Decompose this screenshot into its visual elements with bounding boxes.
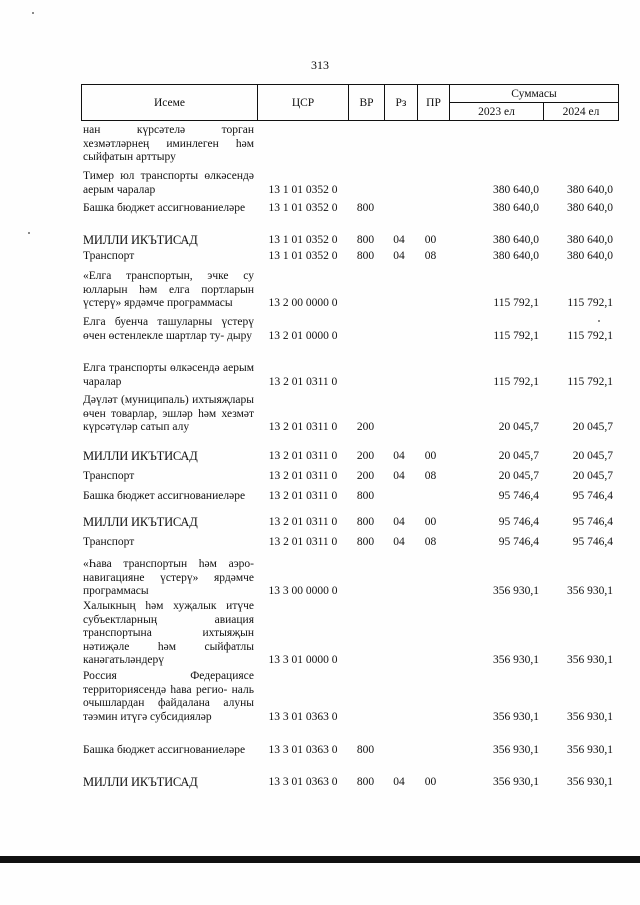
cell-name: Башка бюджет ассигнованиеләре bbox=[83, 744, 246, 756]
scan-speck bbox=[28, 232, 30, 234]
cell-v2023: 20 045,7 bbox=[498, 421, 539, 433]
cell-csr: 13 1 01 0352 0 bbox=[268, 183, 338, 196]
cell-v2023: 356 930,1 bbox=[493, 710, 539, 723]
cell-v2024: 20 045,7 bbox=[572, 421, 613, 433]
cell-csr: 13 1 01 0352 0 bbox=[268, 202, 338, 214]
table-row bbox=[83, 124, 613, 165]
table-row bbox=[83, 234, 613, 248]
cell-v2023: 356 930,1 bbox=[493, 744, 539, 756]
cell-v2024: 380 640,0 bbox=[567, 183, 613, 196]
cell-pr: 08 bbox=[424, 536, 437, 548]
table-row bbox=[83, 170, 613, 197]
cell-name: МИЛЛИ ИКЪТИСАД bbox=[83, 775, 198, 789]
cell-name: Халыкның һәм хуҗалык итүче субъектларның авиация транспортына ихтыяҗын нәтиҗәле һәм сыйфатлы канәгатьләндерү bbox=[83, 600, 254, 666]
cell-pr: 00 bbox=[424, 776, 437, 788]
cell-v2024: 115 792,1 bbox=[567, 375, 613, 388]
cell-rz: 04 bbox=[393, 516, 405, 528]
cell-v2023: 95 746,4 bbox=[498, 536, 539, 548]
cell-name: Транспорт bbox=[83, 250, 135, 262]
cell-csr: 13 3 01 0363 0 bbox=[268, 744, 338, 756]
cell-pr: 00 bbox=[424, 234, 437, 246]
cell-v2024: 356 930,1 bbox=[567, 710, 613, 723]
cell-rz: 04 bbox=[393, 536, 405, 548]
cell-v2024: 356 930,1 bbox=[567, 585, 613, 597]
cell-v2024: 115 792,1 bbox=[567, 329, 613, 342]
cell-v2024: 356 930,1 bbox=[567, 744, 613, 756]
table-row bbox=[83, 470, 613, 484]
cell-v2023: 95 746,4 bbox=[498, 516, 539, 528]
cell-v2024: 20 045,7 bbox=[572, 470, 613, 482]
cell-v2024: 356 930,1 bbox=[567, 654, 613, 666]
cell-v2023: 115 792,1 bbox=[493, 375, 539, 388]
cell-v2023: 380 640,0 bbox=[493, 183, 539, 196]
cell-name: «Һава транспортын һәм аэро- навигацияне үстерү» ярдәмче программасы bbox=[83, 558, 254, 597]
cell-name: Тимер юл транспорты өлкәсендә аерым чаралар bbox=[83, 170, 254, 196]
table-row bbox=[83, 776, 613, 790]
cell-csr: 13 2 01 0311 0 bbox=[268, 450, 338, 462]
cell-v2023: 356 930,1 bbox=[493, 776, 539, 788]
cell-name: МИЛЛИ ИКЪТИСАД bbox=[83, 515, 198, 529]
cell-pr: 00 bbox=[424, 516, 437, 528]
cell-v2024: 115 792,1 bbox=[567, 297, 613, 309]
cell-vr: 800 bbox=[356, 776, 375, 788]
cell-csr: 13 3 01 0363 0 bbox=[268, 776, 338, 788]
col-header-pr: ПР bbox=[418, 85, 450, 121]
cell-name: Башка бюджет ассигнованиеләре bbox=[83, 202, 246, 214]
cell-rz: 04 bbox=[393, 470, 405, 482]
scan-speck bbox=[32, 12, 34, 14]
cell-name: Транспорт bbox=[83, 470, 135, 482]
table-row bbox=[83, 270, 613, 311]
col-header-name: Исеме bbox=[82, 85, 258, 121]
cell-v2024: 95 746,4 bbox=[572, 516, 613, 528]
cell-v2024: 380 640,0 bbox=[567, 250, 613, 262]
table-row bbox=[83, 202, 613, 216]
cell-pr: 00 bbox=[424, 450, 437, 462]
table-row bbox=[83, 516, 613, 530]
cell-name: нан күрсәтелә торган хезмәтләрнең иминлеген һәм сыйфатын арттыру bbox=[83, 124, 254, 163]
cell-csr: 13 2 01 0311 0 bbox=[268, 421, 338, 433]
cell-v2024: 356 930,1 bbox=[567, 776, 613, 788]
col-header-2024: 2024 ел bbox=[544, 103, 619, 121]
table-row bbox=[83, 250, 613, 264]
cell-name: «Елга транспортын, эчке су юлларын һәм елга портларын үстерү» ярдәмче программасы bbox=[83, 270, 254, 309]
page-number: 313 bbox=[311, 58, 329, 72]
table-row bbox=[83, 744, 613, 758]
cell-name: Дәүләт (муниципаль) ихтыяҗлары өчен товарлар, эшләр һәм хезмәт күрсәтүләр сатып алу bbox=[83, 394, 254, 433]
cell-vr: 200 bbox=[356, 450, 375, 462]
cell-name: Россия Федерациясе территориясендә һава регио- наль очышлардан файдалана алуны тәэмин итүгә субсидияләр bbox=[83, 670, 254, 723]
cell-rz: 04 bbox=[393, 250, 405, 262]
cell-name: Елга буенча ташуларны үстерү өчен өстенлекле шартлар ту- дыру bbox=[83, 316, 254, 342]
cell-v2023: 380 640,0 bbox=[493, 202, 539, 214]
cell-name: МИЛЛИ ИКЪТИСАД bbox=[83, 449, 198, 463]
cell-csr: 13 3 01 0000 0 bbox=[268, 654, 338, 666]
table-row bbox=[83, 450, 613, 464]
cell-csr: 13 2 01 0311 0 bbox=[268, 536, 338, 548]
cell-v2023: 356 930,1 bbox=[493, 654, 539, 666]
cell-vr: 800 bbox=[356, 490, 375, 502]
table-row bbox=[83, 394, 613, 435]
cell-csr: 13 1 01 0352 0 bbox=[268, 250, 338, 262]
cell-v2023: 115 792,1 bbox=[493, 297, 539, 309]
cell-v2024: 20 045,7 bbox=[572, 450, 613, 462]
cell-pr: 08 bbox=[424, 250, 437, 262]
table-row bbox=[83, 490, 613, 504]
cell-v2023: 115 792,1 bbox=[493, 329, 539, 342]
cell-v2023: 20 045,7 bbox=[498, 470, 539, 482]
cell-v2023: 380 640,0 bbox=[493, 250, 539, 262]
cell-v2024: 95 746,4 bbox=[572, 536, 613, 548]
col-header-sums: Суммасы bbox=[450, 85, 619, 103]
table-row bbox=[83, 670, 613, 724]
col-header-csr: ЦСР bbox=[258, 85, 349, 121]
cell-rz: 04 bbox=[393, 776, 405, 788]
cell-v2023: 95 746,4 bbox=[498, 490, 539, 502]
cell-v2023: 380 640,0 bbox=[493, 234, 539, 246]
cell-name: Башка бюджет ассигнованиеләре bbox=[83, 490, 246, 502]
cell-pr: 08 bbox=[424, 470, 437, 482]
cell-vr: 200 bbox=[356, 421, 375, 433]
scan-speck bbox=[598, 320, 600, 322]
table-row bbox=[83, 536, 613, 550]
col-header-vr: ВР bbox=[349, 85, 385, 121]
cell-csr: 13 2 01 0311 0 bbox=[268, 375, 338, 388]
cell-name: Транспорт bbox=[83, 536, 135, 548]
cell-vr: 800 bbox=[356, 202, 375, 214]
cell-vr: 800 bbox=[356, 516, 375, 528]
cell-csr: 13 2 01 0311 0 bbox=[268, 516, 338, 528]
cell-csr: 13 3 00 0000 0 bbox=[268, 585, 338, 597]
cell-rz: 04 bbox=[393, 234, 405, 246]
cell-csr: 13 3 01 0363 0 bbox=[268, 710, 338, 723]
cell-vr: 200 bbox=[356, 470, 375, 482]
cell-vr: 800 bbox=[356, 234, 375, 246]
cell-vr: 800 bbox=[356, 536, 375, 548]
cell-rz: 04 bbox=[393, 450, 405, 462]
cell-v2023: 356 930,1 bbox=[493, 585, 539, 597]
cell-vr: 800 bbox=[356, 744, 375, 756]
cell-vr: 800 bbox=[356, 250, 375, 262]
table-row bbox=[83, 600, 613, 668]
cell-csr: 13 2 01 0311 0 bbox=[268, 470, 338, 482]
col-header-rz: Рз bbox=[385, 85, 418, 121]
scan-edge-bar bbox=[0, 856, 640, 863]
cell-v2024: 380 640,0 bbox=[567, 234, 613, 246]
cell-csr: 13 2 01 0000 0 bbox=[268, 329, 338, 342]
table-header bbox=[81, 84, 619, 121]
cell-v2024: 380 640,0 bbox=[567, 202, 613, 214]
col-header-2023: 2023 ел bbox=[450, 103, 544, 121]
cell-v2023: 20 045,7 bbox=[498, 450, 539, 462]
cell-csr: 13 1 01 0352 0 bbox=[268, 234, 338, 246]
table-row bbox=[83, 362, 613, 389]
table-row bbox=[83, 558, 613, 599]
cell-csr: 13 2 00 0000 0 bbox=[268, 297, 338, 309]
cell-name: МИЛЛИ ИКЪТИСАД bbox=[83, 233, 198, 247]
table-row bbox=[83, 316, 613, 343]
cell-csr: 13 2 01 0311 0 bbox=[268, 490, 338, 502]
cell-name: Елга транспорты өлкәсендә аерым чаралар bbox=[83, 362, 254, 388]
cell-v2024: 95 746,4 bbox=[572, 490, 613, 502]
